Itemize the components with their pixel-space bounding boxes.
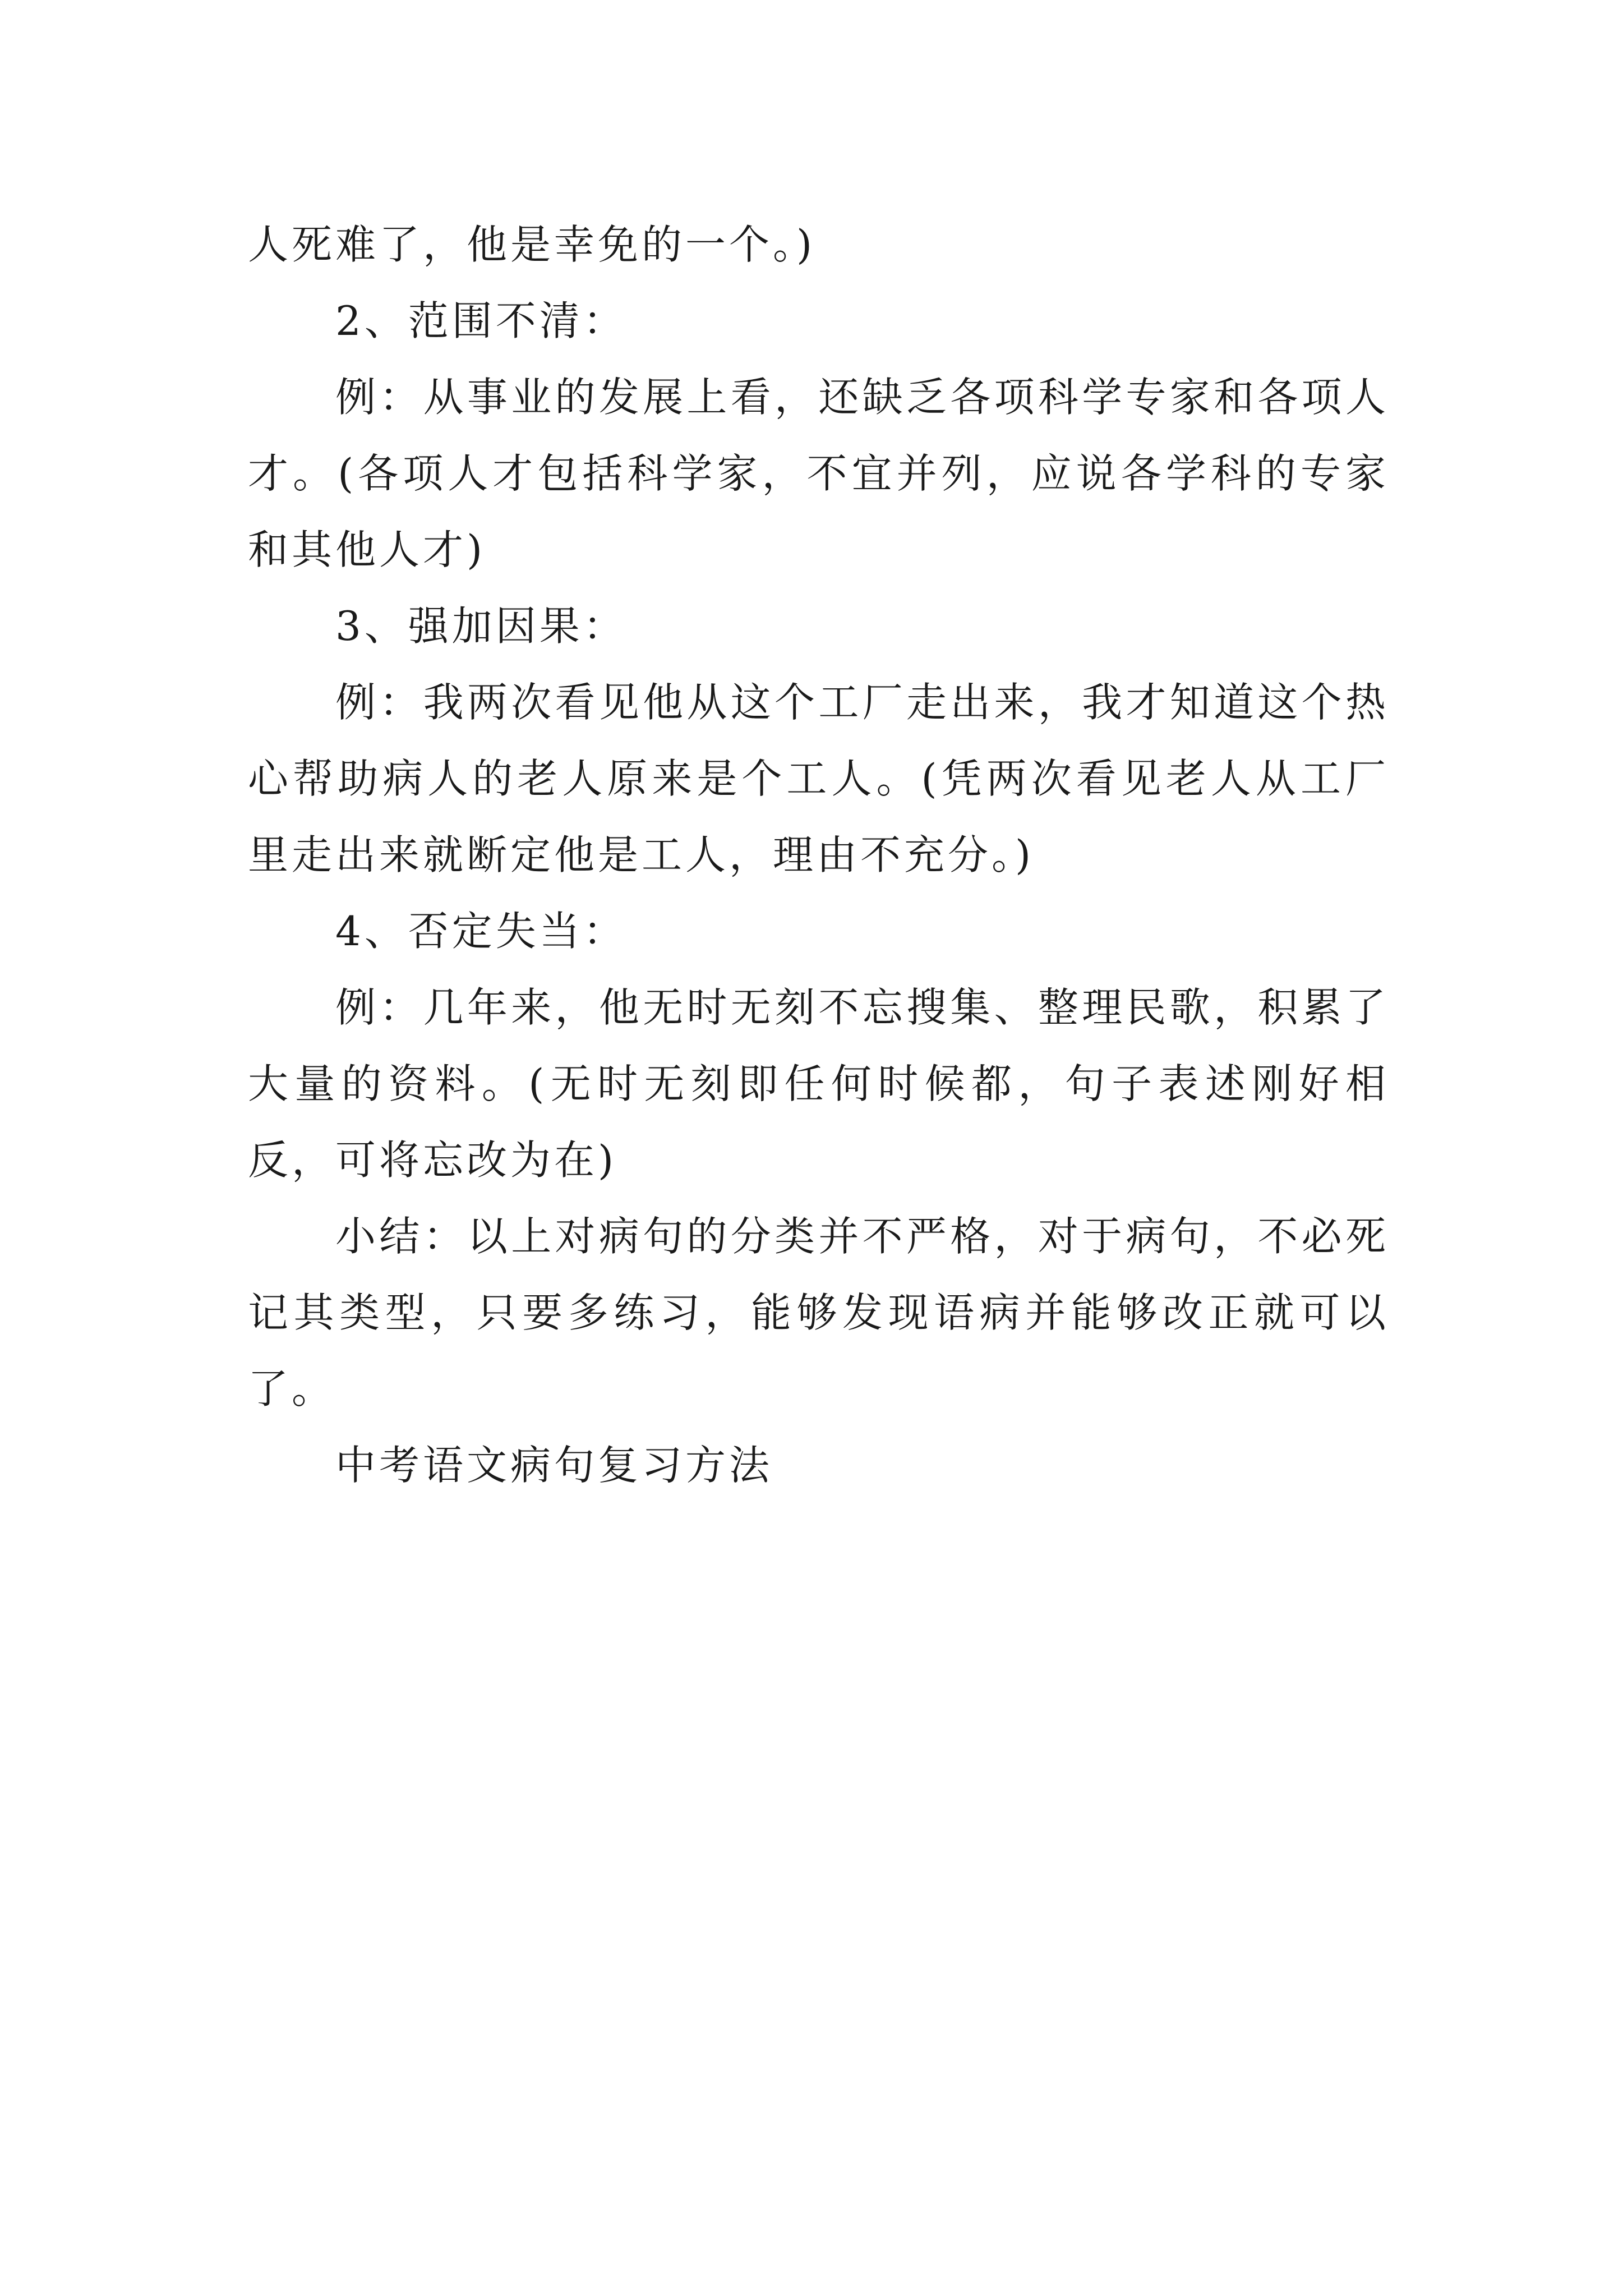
section-title: 中考语文病句复习方法 bbox=[335, 1442, 773, 1489]
heading-improper-negation: 4、否定失当： bbox=[335, 908, 627, 955]
document-body bbox=[248, 206, 1389, 1503]
example-scope-unclear: 例：从事业的发展上看，还缺乏各项科学专家和各项人才。(各项人才包括科学家，不宜并列，应说各学科的专家和其他人才) bbox=[248, 374, 1389, 573]
summary-paragraph: 小结：以上对病句的分类并不严格，对于病句，不必死记其类型，只要多练习，能够发现语病并能够改正就可以了。 bbox=[248, 1213, 1389, 1412]
heading-forced-causality: 3、强加因果： bbox=[335, 602, 627, 650]
example-forced-causality: 例：我两次看见他从这个工厂走出来，我才知道这个热心帮助病人的老人原来是个工人。(凭两次看见老人从工厂里走出来就断定他是工人，理由不充分。) bbox=[248, 679, 1389, 878]
paragraph-continuation: 人死难了，他是幸免的一个。) bbox=[248, 221, 816, 268]
heading-scope-unclear: 2、范围不清： bbox=[335, 297, 627, 344]
example-improper-negation: 例：几年来，他无时无刻不忘搜集、整理民歌，积累了大量的资料。(无时无刻即任何时候都，句子表述刚好相反，可将忘改为在) bbox=[248, 984, 1389, 1184]
